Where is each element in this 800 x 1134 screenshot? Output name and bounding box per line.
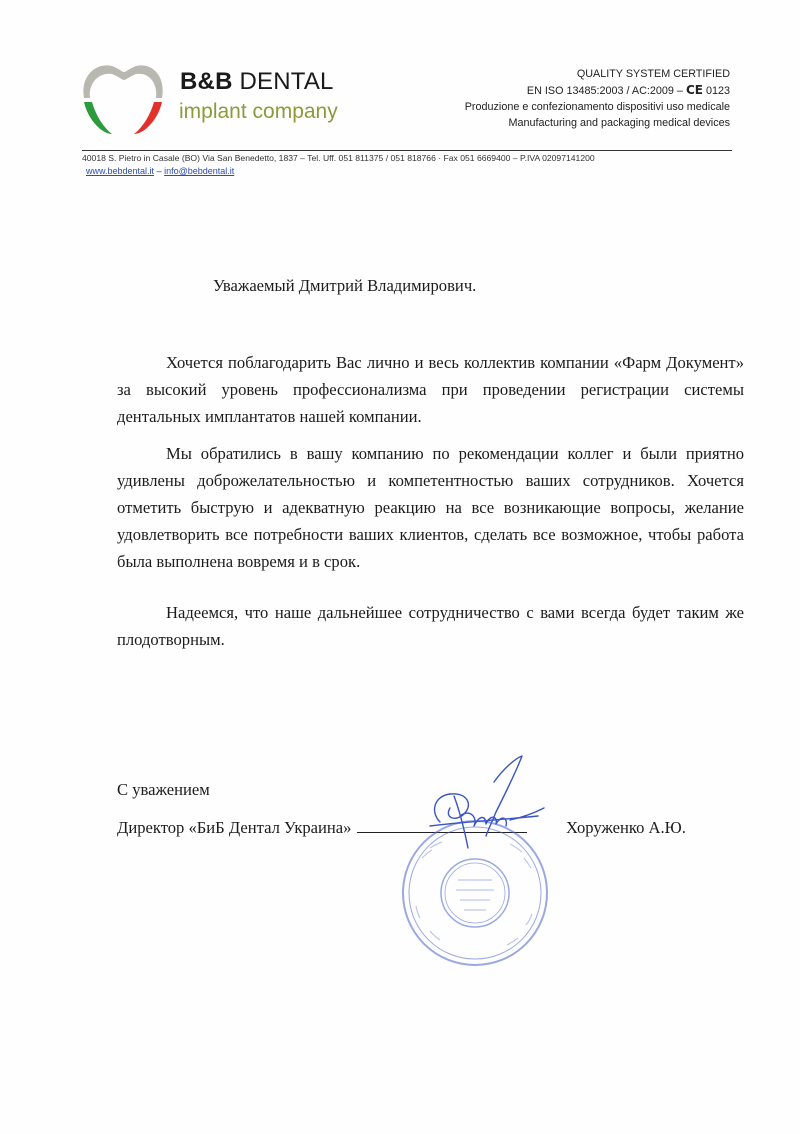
link-separator: –: [156, 166, 162, 176]
company-logo: [78, 58, 398, 142]
greeting: Уважаемый Дмитрий Владимирович.: [213, 276, 477, 295]
website-link[interactable]: www.bebdental.it: [86, 166, 155, 176]
brand-tagline: implant company: [179, 100, 338, 123]
brand-name-light: DENTAL: [239, 68, 334, 95]
certification-block: [390, 66, 730, 131]
cert-standard: EN ISO 13485:2003 / AC:2009 –: [526, 85, 683, 97]
cert-line-2: [390, 82, 730, 99]
paragraph-3: [117, 599, 744, 653]
paragraph-1-text: Хочется поблагодарить Вас лично и весь коллектив компании «Фарм Документ» за высокий уровень профессионализма при проведении регистрации системы дентальных имплантатов нашей компании.: [117, 353, 744, 426]
signature-icon: [420, 752, 550, 862]
ce-number: 0123: [705, 85, 730, 97]
paragraph-1: [117, 349, 744, 430]
cert-line-3: Produzione e confezionamento dispositivi uso medicale: [464, 101, 730, 113]
closing: С уважением: [117, 780, 210, 799]
contact-links: [86, 166, 234, 176]
cert-line-4: Manufacturing and packaging medical devices: [508, 117, 730, 129]
company-address: 40018 S. Pietro in Casale (BO) Via San Benedetto, 1837 – Tel. Uff. 051 811375 / 051 818766 · Fax 051 6669400 – P.IVA 02097141200: [82, 153, 595, 163]
signer-name: Хоруженко А.Ю.: [566, 818, 686, 837]
paragraph-3-text: Надеемся, что наше дальнейшее сотрудничество с вами всегда будет таким же плодотворным.: [117, 603, 744, 649]
tooth-logo-icon: [78, 58, 168, 142]
ce-mark-icon: CE: [685, 83, 703, 97]
email-link[interactable]: info@bebdental.it: [164, 166, 235, 176]
brand-name: [180, 68, 334, 96]
cert-line-1: QUALITY SYSTEM CERTIFIED: [576, 68, 730, 80]
header-divider: [82, 150, 732, 151]
paragraph-2-text: Мы обратились в вашу компанию по рекомендации коллег и были приятно удивлены доброжелательностью и компетентностью ваших сотрудников. Хочется отметить быструю и адекватную реакцию на все возникающие вопросы, желание удовлетворить все потребности ваших клиентов, сделать все возможное, чтобы работа была выполнена вовремя и в срок.: [117, 444, 744, 571]
signer-position: Директор «БиБ Дентал Украина»: [117, 818, 352, 837]
paragraph-2: [117, 440, 744, 575]
brand-name-bold: B&B: [180, 68, 233, 95]
